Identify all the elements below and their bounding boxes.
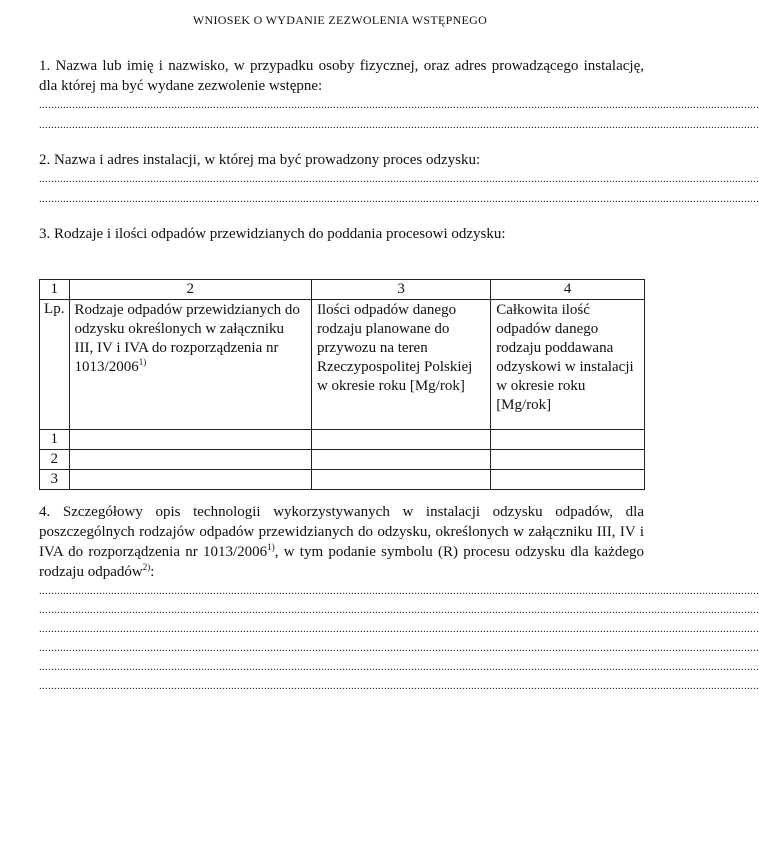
header-waste-types <box>69 300 311 430</box>
section-4-text: : <box>150 564 155 580</box>
section-4-fill-line[interactable]: ................................................................................................................................................................................................................................................ <box>39 604 759 616</box>
header-total-recovery: Całkowita ilość odpadów danego rodzaju poddawana odzyskowi w instalacji w okresie roku [Mg/rok] <box>491 300 645 430</box>
table-cell-input[interactable] <box>491 450 645 470</box>
table-row <box>40 450 645 470</box>
table-cell-input[interactable] <box>311 470 490 490</box>
section-2-fill-line[interactable]: ................................................................................................................................................................................................................................................ <box>39 193 759 205</box>
section-4-text: , w tym podanie symbolu (R) procesu odzysku dla każdego rodzaju odpadów <box>39 544 644 580</box>
form-title: WNIOSEK O WYDANIE ZEZWOLENIA WSTĘPNEGO <box>192 13 488 27</box>
header-import-quantity: Ilości odpadów danego rodzaju planowane do przywozu na teren Rzeczypospolitej Polskiej w okresie roku [Mg/rok] <box>311 300 490 430</box>
table-cell-input[interactable] <box>69 450 311 470</box>
table-header-row <box>40 300 645 430</box>
column-number: 1 <box>40 280 70 300</box>
footnote-ref: 1) <box>267 542 275 552</box>
table-cell-input[interactable] <box>69 430 311 450</box>
waste-table <box>39 279 645 490</box>
section-4-fill-line[interactable]: ................................................................................................................................................................................................................................................ <box>39 585 759 597</box>
column-number: 3 <box>311 280 490 300</box>
table-cell-input[interactable] <box>491 470 645 490</box>
section-1-label: 1. Nazwa lub imię i nazwisko, w przypadku osoby fizycznej, oraz adres prowadzącego instalację, dla której ma być wydane zezwolenie wstępne: <box>39 58 644 94</box>
table-cell-input[interactable] <box>69 470 311 490</box>
section-3-label: 3. Rodzaje i ilości odpadów przewidzianych do poddania procesowi odzysku: <box>39 226 506 242</box>
header-waste-types-text: Rodzaje odpadów przewidzianych do odzysku określonych w załączniku III, IV i IVA do rozporządzenia nr 1013/2006 <box>74 302 300 375</box>
table-cell-input[interactable] <box>491 430 645 450</box>
table-row <box>40 470 645 490</box>
section-4-fill-line[interactable]: ................................................................................................................................................................................................................................................ <box>39 642 759 654</box>
footnote-ref: 1) <box>138 357 147 367</box>
section-4-label <box>39 502 644 582</box>
header-lp: Lp. <box>40 300 70 430</box>
row-number: 2 <box>40 450 70 470</box>
section-4-fill-line[interactable]: ................................................................................................................................................................................................................................................ <box>39 661 759 673</box>
table-cell-input[interactable] <box>311 450 490 470</box>
section-4-fill-line[interactable]: ................................................................................................................................................................................................................................................ <box>39 680 759 692</box>
section-2-fill-line[interactable]: ................................................................................................................................................................................................................................................ <box>39 173 759 185</box>
column-number-row <box>40 280 645 300</box>
section-4-fill-line[interactable]: ................................................................................................................................................................................................................................................ <box>39 623 759 635</box>
row-number: 1 <box>40 430 70 450</box>
section-1-fill-line[interactable]: ................................................................................................................................................................................................................................................ <box>39 99 759 111</box>
section-2-label: 2. Nazwa i adres instalacji, w której ma być prowadzony proces odzysku: <box>39 152 481 168</box>
footnote-ref: 2) <box>142 562 151 572</box>
row-number: 3 <box>40 470 70 490</box>
section-4-text: 4. Szczegółowy opis technologii wykorzystywanych w instalacji odzysku odpadów, dla poszczególnych rodzajów odpadów przewidzianych do odzysku, określonych w załączniku III, IV i IVA do rozporządzenia nr 1013/2006 <box>39 504 644 560</box>
table-cell-input[interactable] <box>311 430 490 450</box>
section-1-fill-line[interactable]: ................................................................................................................................................................................................................................................ <box>39 119 759 131</box>
column-number: 2 <box>69 280 311 300</box>
column-number: 4 <box>491 280 645 300</box>
table-row <box>40 430 645 450</box>
